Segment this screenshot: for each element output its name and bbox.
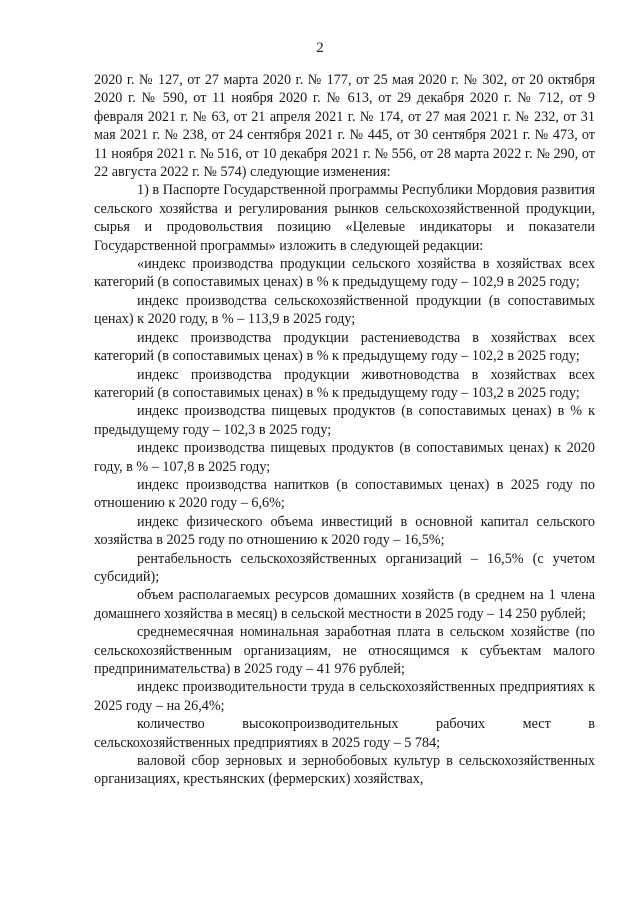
paragraph-indicator: индекс физического объема инвестиций в основной капитал сельского хозяйства в 2025 году по отношению к 2020 году – 16,5%; [94, 513, 595, 549]
paragraph-indicator: «индекс производства продукции сельского хозяйства в хозяйствах всех категорий (в сопоставимых ценах) в % к предыдущему году – 102,9 в 2025 году; [94, 256, 595, 291]
paragraph-indicator: индекс производительности труда в сельскохозяйственных предприятиях к 2025 году – на 26,4%; [94, 679, 595, 714]
paragraph-indicator: среднемесячная номинальная заработная плата в сельском хозяйстве (по сельскохозяйственным организациям, не относящимся к субъектам малого предпринимательства) в 2025 году – 41 976 рублей; [94, 624, 595, 677]
paragraph-amendment-list: 2020 г. № 127, от 27 марта 2020 г. № 177, от 25 мая 2020 г. № 302, от 20 октября 2020 г. № 590, от 11 ноября 2020 г. № 613, от 29 декабря 2020 г. № 712, от 9 февраля 2021 г. № 63, от 21 апреля 2021 г. № 174, от 27 мая 2021 г. № 232, от 31 мая 2021 г. № 238, от 24 сентября 2021 г. № 445, от 30 сентября 2021 г. № 473, от 11 ноября 2021 г. № 516, от 10 декабря 2021 г. № 556, от 28 марта 2022 г. № 290, от 22 августа 2022 г. № 574) следующие изменения: [94, 72, 595, 181]
paragraph-indicator: индекс производства сельскохозяйственной продукции (в сопоставимых ценах) к 2020 году, в % – 113,9 в 2025 году; [94, 292, 595, 328]
paragraph-indicator: индекс производства напитков (в сопоставимых ценах) в 2025 году по отношению к 2020 году – 6,6%; [94, 476, 595, 512]
paragraph-item-1: 1) в Паспорте Государственной программы Республики Мордовия развития сельского хозяйства и регулирования рынков сельскохозяйственной продукции, сырья и продовольствия позицию «Целевые индикаторы и показатели Государственной программы» изложить в следующей редакции: [94, 182, 595, 254]
document-body [94, 71, 595, 789]
page-number: 2 [316, 40, 324, 56]
paragraph-indicator: индекс производства продукции животноводства в хозяйствах всех категорий (в сопоставимых ценах) в % к предыдущему году – 103,2 в 2025 году; [94, 366, 595, 401]
paragraph-indicator: объем располагаемых ресурсов домашних хозяйств (в среднем на 1 члена домашнего хозяйства в месяц) в сельской местности в 2025 году – 14 250 рублей; [94, 587, 595, 622]
paragraph-indicator: рентабельность сельскохозяйственных организаций – 16,5% (с учетом субсидий); [94, 550, 595, 585]
paragraph-indicator: индекс производства пищевых продуктов (в сопоставимых ценах) в % к предыдущему году – 102,3 в 2025 году; [94, 403, 595, 438]
paragraph-indicator: количество высокопроизводительных рабочих мест в сельскохозяйственных предприятиях в 2025 году – 5 784; [94, 716, 595, 751]
paragraph-indicator: индекс производства продукции растениеводства в хозяйствах всех категорий (в сопоставимых ценах) в % к предыдущему году – 102,2 в 2025 году; [94, 329, 595, 365]
paragraph-indicator: индекс производства пищевых продуктов (в сопоставимых ценах) к 2020 году, в % – 107,8 в 2025 году; [94, 440, 595, 475]
paragraph-indicator: валовой сбор зерновых и зернобобовых культур в сельскохозяйственных организациях, крестьянских (фермерских) хозяйствах, [94, 753, 595, 788]
